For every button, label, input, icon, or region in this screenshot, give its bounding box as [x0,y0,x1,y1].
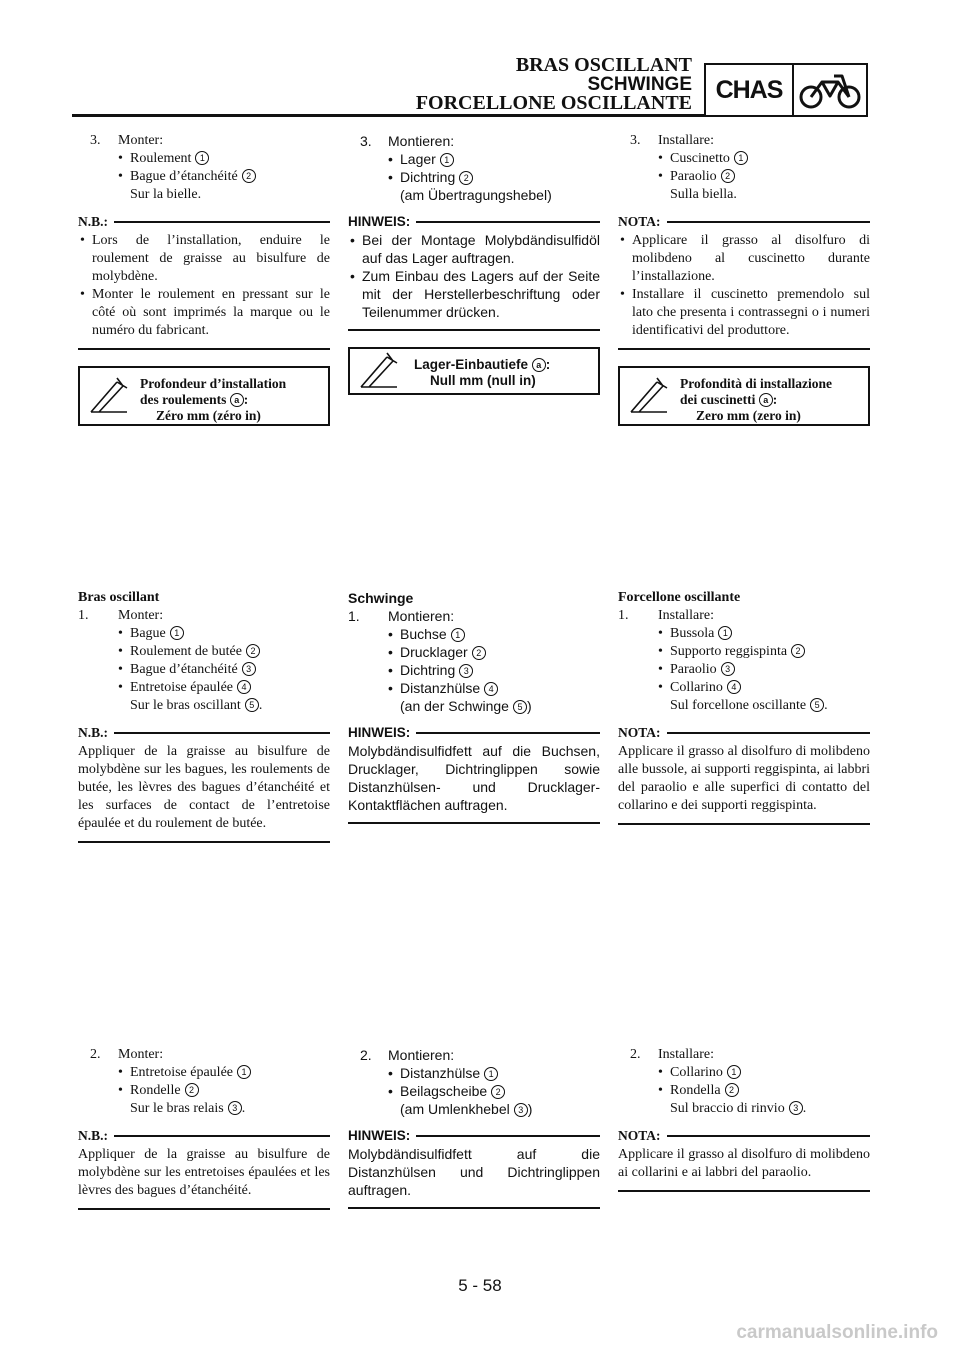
spec-label: Profondeur d’installation [140,376,287,391]
step-action: Installare: [658,1047,714,1062]
note-end-rule [78,841,330,843]
callout-marker: 3 [228,1101,242,1115]
spec-label: des roulements [140,392,227,407]
callout-marker: 1 [440,153,454,167]
note-label: HINWEIS: [348,1128,411,1143]
step-action: Monter: [118,1047,164,1062]
list-item: Buchse [400,626,447,642]
list-item: Roulement [130,151,192,166]
chapter-label: CHAS [706,65,794,115]
callout-marker: 3 [721,662,735,676]
step-action: Montieren: [388,1047,455,1063]
step-location: Sul braccio di rinvio [670,1101,785,1116]
callout-marker: 1 [718,626,732,640]
callout-marker: 2 [791,644,805,658]
step-number: 2. [90,1047,101,1062]
section-header [416,56,692,113]
note-item: • Installare il cuscinetto premendolo sul lato che presenta i contrassegni o i numeri identificativi del produttore. [618,286,870,340]
list-item: Drucklager [400,644,468,660]
step-location: Sur le bras relais [130,1101,224,1116]
note-list [618,232,870,340]
callout-marker: 1 [451,628,465,642]
list-item: Collarino [670,1065,723,1080]
step-location: Sul forcellone oscillante [670,698,807,713]
callout-marker: 1 [727,1065,741,1079]
callout-marker: 2 [472,646,486,660]
de-step-2: 2. Montieren: • Distanzhülse 1 • Beilagscheibe 2 (am Umlenkhebel 3 ) HINWEIS: Molybdändisulfidfett auf die Distanzhülsen und Dichtringlippen auftragen. [348,1046,600,1209]
list-item: Rondelle [130,1083,181,1098]
callout-marker: 2 [459,171,473,185]
note-item: • Lors de l’installation, enduire le roulement de graisse au bisulfure de molybdène. [78,232,330,286]
list-item: Bague [130,626,166,641]
spec-box: Profondeur d’installation des roulements a : Zéro mm (zéro in) [78,366,330,426]
note-label: NOTA: [618,1128,661,1143]
note-end-rule [348,822,600,824]
list-item: Lager [400,151,436,167]
step-number: 1. [348,608,360,624]
note-label: NOTA: [618,214,661,229]
list-item: Cuscinetto [670,151,730,166]
note-end-rule [618,1190,870,1192]
spec-label: dei cuscinetti [680,392,756,407]
note-end-rule [78,1208,330,1210]
callout-marker: 4 [237,680,251,694]
fr-step-2: 2. Monter: • Entretoise épaulée 1 • Rondelle 2 Sur le bras relais 3 . N.B.: Appliquer de la graisse au bisulfure de molybdène sur les entretoises épaulées et les lèvres des bagues d’étanchéité. [78,1046,330,1210]
step-location: (am Übertragungshebel) [400,187,552,203]
section-title: Schwinge [348,590,414,606]
list-item: Beilagscheibe [400,1083,488,1099]
step-number: 3. [630,133,641,148]
fr-swingarm: Bras oscillant 1. Monter: • Bague 1 • Roulement de butée 2 • Bague d’étanchéité 3 • Entretoise épaulée 4 Sur le bras oscillant 5 . N.B.: Appliquer de la graisse au bisulfure de molybdène sur les bagues, les roulements de butée, les lèvres des bagues d’étanchéité et les surfaces de contact de l’entretoise épaulée et du roulement de butée. [78,589,330,843]
step-location: (am Umlenkhebel [400,1101,510,1117]
measure-icon [80,368,140,424]
callout-marker: 2 [725,1083,739,1097]
note-text: Molybdändisulfidfett auf die Distanzhülsen und Dichtringlippen auftragen. [348,1146,600,1198]
callout-marker: 1 [734,151,748,165]
de-swingarm: Schwinge 1. Montieren: • Buchse 1 • Drucklager 2 • Dichtring 3 • Distanzhülse 4 (an der Schwinge 5 ) HINWEIS: Molybdändisulfidfett auf die Buchsen, Drucklager, Dichtringlippen sowie Distanzhülsen- und Drucklager-Kontaktflächen auftragen. [348,589,600,824]
note-text: Appliquer de la graisse au bisulfure de molybdène sur les bagues, les roulements de butée, les lèvres des bagues d’étanchéité et les surfaces de contact de l’entretoise épaulée et du roulement de butée. [78,744,330,831]
spec-label: Lager-Einbautiefe [414,357,529,372]
note-item: • Monter le roulement en pressant sur le côté où sont imprimés la marque ou le numéro du fabricant. [78,286,330,340]
note-item: • Applicare il grasso al disolfuro di molibdeno al cuscinetto durante l’installazione. [618,232,870,286]
step-action: Installare: [658,133,714,148]
note-text: Applicare il grasso al disolfuro di molibdeno alle bussole, ai supporti reggispinta, ai labbri del paraolio e alle superfici di contatto del collarino e dei supporti reggispinta. [618,744,870,813]
callout-marker: 1 [195,151,209,165]
note-list [78,232,330,340]
step-number: 2. [630,1047,641,1062]
note-label: N.B.: [78,725,108,740]
list-item: Bague d’étanchéité [130,662,238,677]
step-action: Montieren: [388,133,455,149]
de-step-3 [348,132,600,395]
list-item: Entretoise épaulée [130,680,234,695]
callout-marker: a [759,393,773,407]
note-list [348,231,600,321]
callout-marker: 3 [459,664,473,678]
callout-marker: 1 [237,1065,251,1079]
note-end-rule [348,1207,600,1209]
callout-marker: 2 [242,169,256,183]
note-label: N.B.: [78,214,108,229]
callout-marker: 2 [721,169,735,183]
callout-marker: a [230,393,244,407]
callout-marker: 2 [185,1083,199,1097]
step-number: 3. [90,133,101,148]
callout-marker: 2 [246,644,260,658]
list-item: Paraolio [670,169,717,184]
spec-box: Lager-Einbautiefe a : Null mm (null in) [348,347,600,395]
callout-marker: 4 [484,682,498,696]
note-text: Molybdändisulfidfett auf die Buchsen, Drucklager, Dichtringlippen sowie Distanzhülsen- und Drucklager-Kontaktflächen auftragen. [348,743,600,813]
measure-icon [620,368,680,424]
it-step-2: 2. Installare: • Collarino 1 • Rondella 2 Sul braccio di rinvio 3 . NOTA: Applicare il grasso al disolfuro di molibdeno ai collarini e ai labbri del paraolio. [618,1046,870,1192]
note-end-rule [348,329,600,331]
list-item: Bussola [670,626,715,641]
spec-value: Zéro mm (zéro in) [156,408,261,423]
note-label: HINWEIS: [348,214,411,229]
list-item: Paraolio [670,662,717,677]
callout-marker: 1 [484,1067,498,1081]
callout-marker: 5 [245,698,259,712]
step-location: Sur le bras oscillant [130,698,241,713]
it-step-3 [618,132,870,426]
list-item: Dichtring [400,662,456,678]
measure-icon [350,349,410,393]
callout-marker: a [532,358,546,372]
section-title: Forcellone oscillante [618,590,741,605]
list-item: Entretoise épaulée [130,1065,234,1080]
step-action: Installare: [658,608,714,623]
step-action: Monter: [118,608,164,623]
note-label: NOTA: [618,725,661,740]
step-number: 2. [360,1047,372,1063]
list-item: Collarino [670,680,723,695]
step-location: Sulla biella. [670,187,737,202]
callout-marker: 5 [810,698,824,712]
chapter-badge [704,63,868,117]
step-action: Montieren: [388,608,455,624]
spec-label: Profondità di installazione [680,376,833,391]
section-title: Bras oscillant [78,590,160,605]
list-item: Supporto reggispinta [670,644,788,659]
step-location: Sur la bielle. [130,187,202,202]
step-number: 1. [618,608,629,623]
note-label: HINWEIS: [348,725,411,740]
note-end-rule [78,348,330,350]
note-item: • Bei der Montage Molybdändisulfidöl auf das Lager auftragen. [348,231,600,267]
list-item: Dichtring [400,169,456,185]
watermark: carmanualsonline.info [736,1322,938,1343]
title-de: SCHWINGE [587,74,692,95]
callout-marker: 4 [727,680,741,694]
step-number: 3. [360,133,372,149]
spec-value: Null mm (null in) [430,373,536,388]
callout-marker: 3 [242,662,256,676]
callout-marker: 2 [491,1085,505,1099]
list-item: Roulement de butée [130,644,242,659]
step-number: 1. [78,608,89,623]
title-fr: BRAS OSCILLANT [515,54,692,76]
callout-marker: 3 [789,1101,803,1115]
list-item: Rondella [670,1083,721,1098]
note-text: Appliquer de la graisse au bisulfure de molybdène sur les entretoises épaulées et les lèvres des bagues d’étanchéité. [78,1147,330,1198]
list-item: Distanzhülse [400,680,481,696]
header-rule [72,114,704,117]
callout-marker: 1 [170,626,184,640]
spec-box: Profondità di installazione dei cuscinetti a : Zero mm (zero in) [618,366,870,426]
step-location: (an der Schwinge [400,698,509,714]
note-text: Applicare il grasso al disolfuro di molibdeno ai collarini e ai labbri del paraolio. [618,1147,870,1180]
fr-step-3 [78,132,330,426]
note-end-rule [618,348,870,350]
it-swingarm: Forcellone oscillante 1. Installare: • Bussola 1 • Supporto reggispinta 2 • Paraolio 3 • Collarino 4 Sul forcellone oscillante 5 . NOTA: Applicare il grasso al disolfuro di molibdeno alle bussole, ai supporti reggispinta, ai labbri del paraolio e alle superfici di contatto del collarino e dei supporti reggispinta. [618,589,870,825]
list-item: Bague d’étanchéité [130,169,238,184]
note-label: N.B.: [78,1128,108,1143]
spec-value: Zero mm (zero in) [696,408,801,423]
note-end-rule [618,823,870,825]
callout-marker: 3 [514,1103,528,1117]
step-action: Monter: [118,133,164,148]
page-number: 5 - 58 [458,1276,502,1295]
motorcycle-icon [794,65,866,115]
title-it: FORCELLONE OSCILLANTE [415,92,692,114]
list-item: Distanzhülse [400,1065,481,1081]
callout-marker: 5 [513,700,527,714]
note-item: • Zum Einbau des Lagers auf der Seite mit der Herstellerbeschriftung oder Teilenummer drücken. [348,267,600,321]
